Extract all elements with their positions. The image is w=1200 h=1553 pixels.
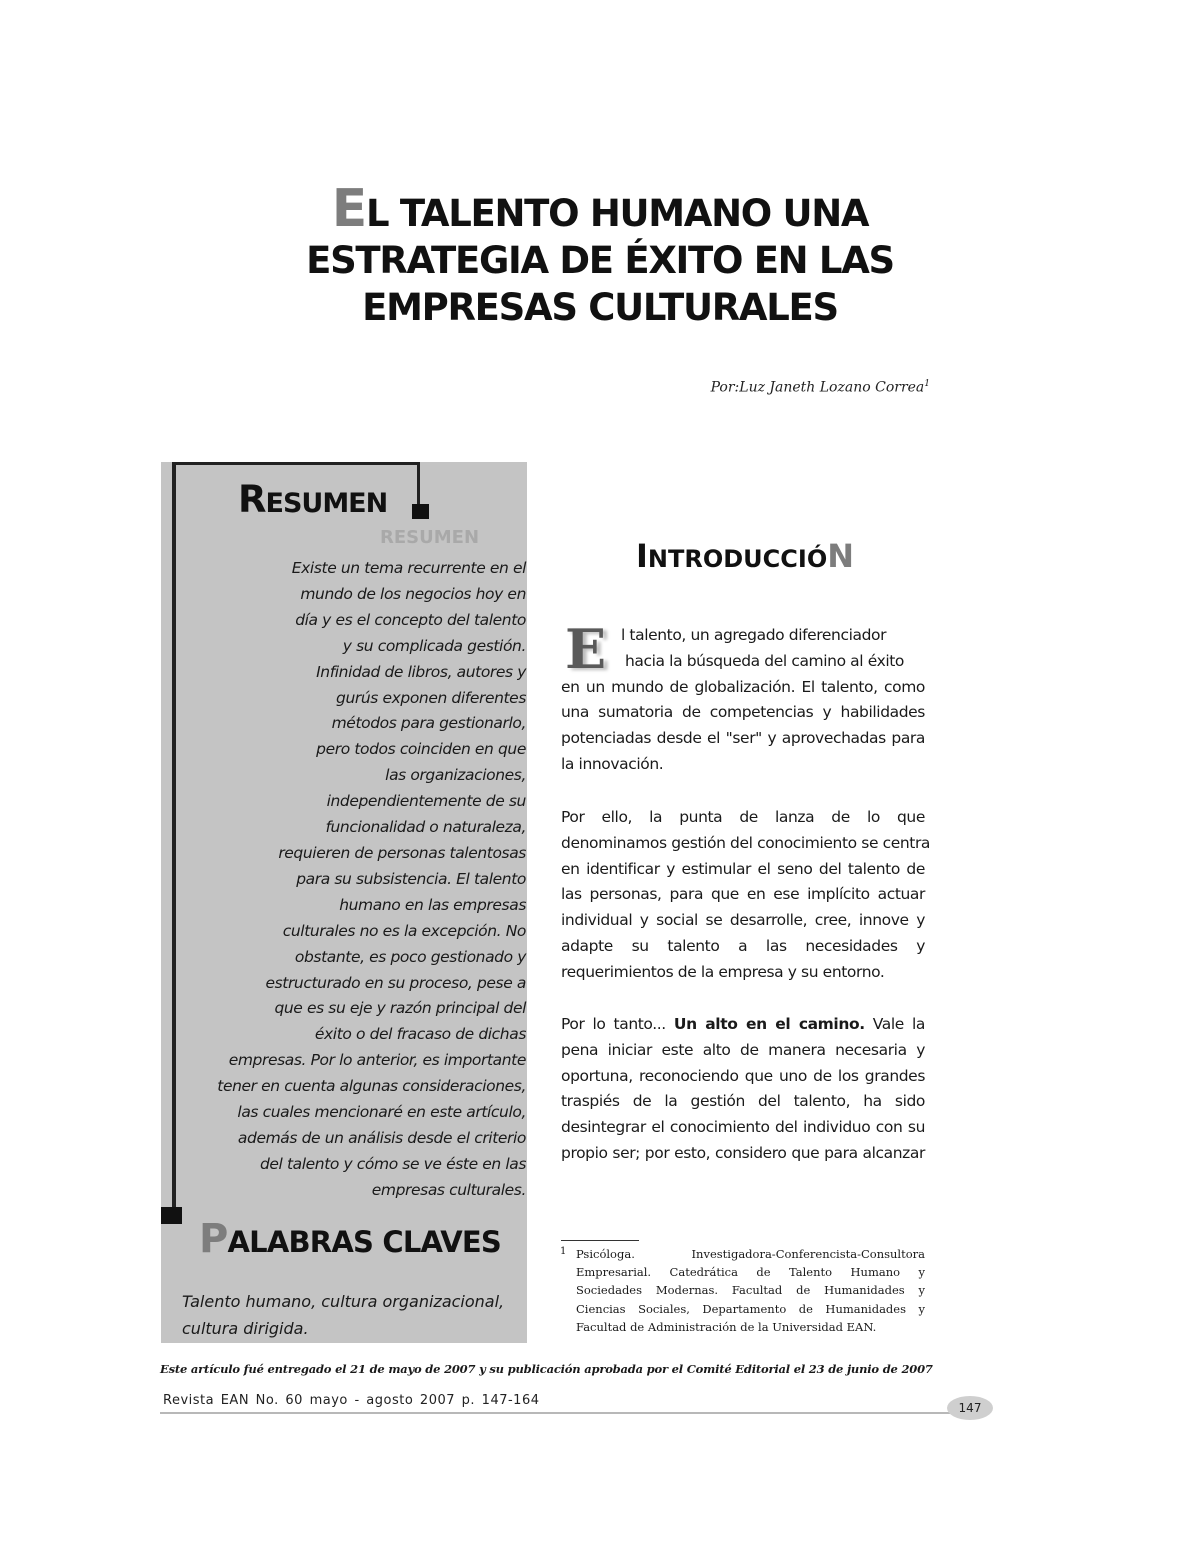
keywords-line: Talento humano, cultura organizacional,: [182, 1292, 505, 1311]
abstract-line: para su subsistencia. El talento: [296, 869, 526, 888]
intro-paragraph-1: [561, 617, 925, 778]
title-drop-letter: E: [331, 179, 366, 239]
abstract-heading-shadow: RESUMEN: [380, 527, 480, 548]
abstract-line: mundo de los negocios hoy en: [300, 584, 526, 603]
footnote-rule: [561, 1240, 639, 1241]
abstract-line: independientemente de su: [326, 792, 526, 811]
panel-corner-rule: [417, 462, 420, 504]
abstract-line: culturales no es la excepción. No: [282, 921, 526, 940]
abstract-line: día y es el concepto del talento: [295, 610, 526, 629]
keywords-heading: PALABRAS CLAVES: [199, 1216, 501, 1262]
abstract-line: funcionalidad o naturaleza,: [325, 818, 526, 837]
footnote-line: Psicóloga. Investigadora-Conferencista-Consultora: [576, 1247, 925, 1261]
paragraph-line: una sumatoria de competencias y habilidades: [561, 703, 925, 722]
title-line-2: ESTRATEGIA DE ÉXITO EN LAS: [306, 239, 894, 282]
abstract-line: Existe un tema recurrente en el: [291, 559, 526, 577]
paragraph-line: requerimientos de la empresa y su entorno.: [561, 962, 885, 981]
abstract-line: y su complicada gestión.: [342, 636, 526, 655]
footnote-line: Facultad de Administración de la Universidad EAN.: [576, 1319, 877, 1334]
panel-square-marker-bottom: [161, 1207, 182, 1224]
introduction-heading: INTRODUCCIÓN: [636, 537, 854, 575]
abstract-heading: RESUMEN: [238, 478, 388, 521]
abstract-line: obstante, es poco gestionado y: [294, 947, 526, 966]
paragraph-line: en un mundo de globalización. El talento, como: [561, 677, 925, 696]
abstract-line: que es su eje y razón principal del: [274, 999, 526, 1018]
abstract-line: del talento y cómo se ve éste en las: [259, 1154, 526, 1173]
paragraph-line: l talento, un agregado diferenciador: [621, 626, 887, 644]
panel-vertical-rule: [172, 462, 176, 1207]
abstract-line: éxito o del fracaso de dichas: [314, 1025, 526, 1044]
abstract-line: Infinidad de libros, autores y: [316, 662, 526, 681]
abstract-line: empresas culturales.: [371, 1180, 526, 1199]
abstract-line: gurús exponen diferentes: [336, 688, 526, 707]
abstract-line: pero todos coinciden en que: [316, 740, 526, 759]
paragraph-line: propio ser; por esto, considero que para alcanzar: [561, 1143, 925, 1162]
intro-paragraph-2: [561, 805, 931, 986]
footnote-number: 1: [560, 1246, 567, 1257]
paragraph-line: Por ello, la punta de lanza de lo que: [561, 808, 925, 826]
paragraph-line: en identificar y estimular el seno del talento de: [561, 859, 925, 878]
paragraph-line: desintegrar el conocimiento del individuo con su: [561, 1118, 925, 1137]
footer-rule: [160, 1412, 950, 1414]
keywords-text: [182, 1288, 524, 1342]
paragraph-line: denominamos gestión del conocimiento se centra: [561, 833, 931, 852]
submission-note: Este artículo fué entregado el 21 de mayo de 2007 y su publicación aprobada por el Comité Editorial el 23 de junio de 2007: [160, 1362, 933, 1376]
footnote-line: Empresarial. Catedrática de Talento Humano y: [576, 1265, 925, 1280]
abstract-line: empresas. Por lo anterior, es importante: [228, 1051, 526, 1070]
paragraph-line: Por lo tanto... Un alto en el camino. Vale la: [561, 1015, 925, 1033]
author-byline: Por:Luz Janeth Lozano Correa$^1$: [710, 379, 930, 396]
paragraph-line: adapte su talento a las necesidades y: [561, 936, 925, 955]
drop-cap-letter: E: [565, 617, 607, 681]
abstract-line: estructurado en su proceso, pese a: [265, 973, 526, 992]
paragraph-line: la innovación.: [561, 754, 664, 773]
abstract-line: requieren de personas talentosas: [278, 843, 526, 862]
abstract-line: las organizaciones,: [385, 766, 526, 785]
article-title: [200, 179, 1000, 331]
title-line-1: EL TALENTO HUMANO UNA: [331, 179, 869, 239]
abstract-line: las cuales mencionaré en este artículo,: [237, 1103, 526, 1122]
abstract-line: además de un análisis desde el criterio: [237, 1128, 526, 1147]
abstract-line: tener en cuenta algunas consideraciones,: [217, 1077, 526, 1096]
abstract-line: humano en las empresas: [339, 895, 526, 914]
footnote-line: Ciencias Sociales, Departamento de Humanidades y: [576, 1301, 925, 1316]
abstract-line: métodos para gestionarlo,: [331, 714, 526, 733]
paragraph-line: traspiés de la gestión del talento, ha sido: [561, 1092, 925, 1111]
panel-top-rule: [172, 462, 420, 465]
title-line-3: EMPRESAS CULTURALES: [362, 286, 838, 329]
keywords-line: cultura dirigida.: [182, 1319, 309, 1338]
paragraph-line: las personas, para que en ese implícito actuar: [561, 885, 925, 904]
intro-paragraph-3: [561, 1012, 925, 1167]
journal-citation: Revista EAN No. 60 mayo - agosto 2007 p. 147-164: [163, 1393, 540, 1408]
paragraph-line: pena iniciar este alto de manera necesaria y: [561, 1040, 925, 1059]
abstract-text: [185, 556, 526, 1204]
paragraph-line: potenciadas desde el "ser" y aprovechadas para: [561, 729, 925, 748]
paragraph-line: individual y social se desarrolle, cree, innove y: [561, 911, 925, 930]
paragraph-line: hacia la búsqueda del camino al éxito: [625, 651, 905, 670]
panel-square-marker: [412, 504, 429, 519]
footnote-line: Sociedades Modernas. Facultad de Humanidades y: [576, 1283, 925, 1298]
author-footnote-ref: 1: [924, 379, 930, 389]
footnote: [560, 1245, 925, 1336]
page-number: 147: [947, 1396, 993, 1420]
bold-phrase: Un alto en el camino.: [673, 1015, 865, 1033]
paragraph-line: oportuna, reconociendo que uno de los grandes: [561, 1066, 925, 1085]
